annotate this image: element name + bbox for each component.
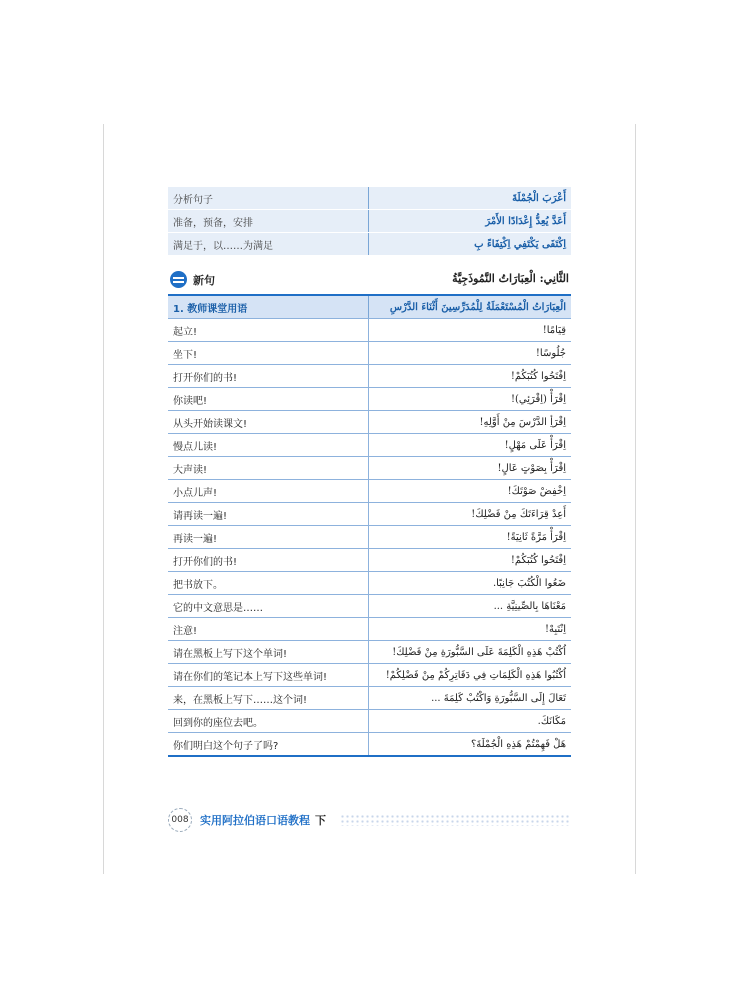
phrase-row — [168, 480, 571, 503]
phrase-zh: 再读一遍! — [168, 526, 368, 549]
phrase-row — [168, 572, 571, 595]
vocab-ar: أَعَدَّ يُعِدُّ إِعْدَادًا الأَمْرَ — [368, 210, 571, 233]
phrase-row — [168, 687, 571, 710]
phrase-ar: مَعْنَاهَا بِالصِّينِيَّةِ ... — [368, 595, 571, 618]
section-number-icon — [170, 271, 187, 288]
phrases-header-ar: الْعِبَارَاتُ الْمُسْتَعْمَلَةُ لِلْمُدَرِّسِينَ أَثْنَاءَ الدَّرْسِ — [368, 295, 571, 319]
book-page — [103, 124, 636, 874]
vocab-row — [168, 233, 571, 256]
book-title-text: 实用阿拉伯语口语教程 — [200, 814, 310, 827]
phrase-zh: 把书放下。 — [168, 572, 368, 595]
phrase-ar: اِقْرَأْ بِصَوْتٍ عَالٍ! — [368, 457, 571, 480]
phrase-zh: 起立! — [168, 319, 368, 342]
phrase-row — [168, 457, 571, 480]
phrase-zh: 请在你们的笔记本上写下这些单词! — [168, 664, 368, 687]
phrase-ar: ضَعُوا الْكُتُبَ جَانِبًا. — [368, 572, 571, 595]
book-volume: 下 — [315, 814, 326, 827]
phrase-ar: اِقْرَأْ (اِقْرَئِي)! — [368, 388, 571, 411]
phrase-row — [168, 526, 571, 549]
phrase-row — [168, 434, 571, 457]
section-title-zh: 新句 — [193, 274, 215, 287]
section-heading — [168, 264, 571, 294]
phrase-zh: 小点儿声! — [168, 480, 368, 503]
phrase-zh: 来，在黑板上写下……这个词! — [168, 687, 368, 710]
phrases-table — [168, 294, 571, 757]
phrase-ar: أَعِدْ قِرَاءَتَكَ مِنْ فَضْلِكَ! — [368, 503, 571, 526]
page-content — [168, 187, 571, 757]
phrase-zh: 从头开始读课文! — [168, 411, 368, 434]
page-number: 008 — [168, 808, 192, 832]
phrase-zh: 慢点儿读! — [168, 434, 368, 457]
phrase-zh: 你读吧! — [168, 388, 368, 411]
phrase-ar: اِقْرَأْ مَرَّةً ثَانِيَةً! — [368, 526, 571, 549]
phrase-row — [168, 618, 571, 641]
phrase-ar: اِقْرَأْ عَلَى مَهْلٍ! — [368, 434, 571, 457]
phrase-ar: اِفْتَحُوا كُتُبَكُمْ! — [368, 365, 571, 388]
phrase-ar: اِخْفِضْ صَوْتَكَ! — [368, 480, 571, 503]
phrase-row — [168, 664, 571, 687]
vocab-zh: 分析句子 — [168, 187, 368, 210]
phrase-ar: قِيَامًا! — [368, 319, 571, 342]
phrase-ar: تَعَالَ إِلَى السَّبُّورَةِ وَاكْتُبْ كَلِمَةَ ... — [368, 687, 571, 710]
phrase-zh: 打开你们的书! — [168, 549, 368, 572]
phrase-row — [168, 549, 571, 572]
phrase-zh: 请再读一遍! — [168, 503, 368, 526]
book-title — [200, 812, 326, 828]
vocab-row — [168, 187, 571, 210]
phrase-zh: 你们明白这个句子了吗? — [168, 733, 368, 757]
phrase-row — [168, 365, 571, 388]
phrase-row — [168, 319, 571, 342]
vocab-ar: أَعْرَبَ الْجُمْلَةَ — [368, 187, 571, 210]
vocab-zh: 准备，预备，安排 — [168, 210, 368, 233]
phrase-zh: 它的中文意思是…… — [168, 595, 368, 618]
page-footer — [168, 808, 571, 830]
phrase-ar: جُلُوسًا! — [368, 342, 571, 365]
phrase-zh: 请在黑板上写下这个单词! — [168, 641, 368, 664]
phrase-ar: مَكَانَكَ. — [368, 710, 571, 733]
phrase-zh: 打开你们的书! — [168, 365, 368, 388]
phrase-row — [168, 388, 571, 411]
phrase-ar: اُكْتُبْ هَذِهِ الْكَلِمَةَ عَلَى السَّبُّورَةِ مِنْ فَضْلِكَ! — [368, 641, 571, 664]
phrase-ar: اِفْتَحُوا كُتُبَكُمْ! — [368, 549, 571, 572]
phrases-header-zh: 1. 教师课堂用语 — [168, 295, 368, 319]
phrase-ar: اِنْتَبِهْ! — [368, 618, 571, 641]
vocab-ar: اِكْتَفَى يَكْتَفِي اِكْتِفَاءً بِ — [368, 233, 571, 256]
phrase-row — [168, 733, 571, 757]
phrase-zh: 大声读! — [168, 457, 368, 480]
vocab-row — [168, 210, 571, 233]
phrase-row — [168, 595, 571, 618]
phrase-zh: 坐下! — [168, 342, 368, 365]
phrase-row — [168, 641, 571, 664]
phrase-row — [168, 710, 571, 733]
vocab-zh: 满足于，以……为满足 — [168, 233, 368, 256]
phrase-row — [168, 411, 571, 434]
phrase-row — [168, 503, 571, 526]
phrase-zh: 注意! — [168, 618, 368, 641]
section-title-ar: الثَّانِي: الْعِبَارَاتُ النَّمُوذَجِيَّةُ — [452, 272, 569, 285]
phrases-header-row — [168, 295, 571, 319]
phrase-ar: اُكْتُبُوا هَذِهِ الْكَلِمَاتِ فِي دَفَاتِرِكُمْ مِنْ فَضْلِكُمْ! — [368, 664, 571, 687]
phrase-row — [168, 342, 571, 365]
phrase-ar: اِقْرَأِ الدَّرْسَ مِنْ أَوَّلِهِ! — [368, 411, 571, 434]
footer-dot-pattern — [340, 814, 570, 826]
phrase-ar: هَلْ فَهِمْتُمْ هَذِهِ الْجُمْلَةَ؟ — [368, 733, 571, 757]
phrase-zh: 回到你的座位去吧。 — [168, 710, 368, 733]
vocab-table — [168, 187, 571, 256]
